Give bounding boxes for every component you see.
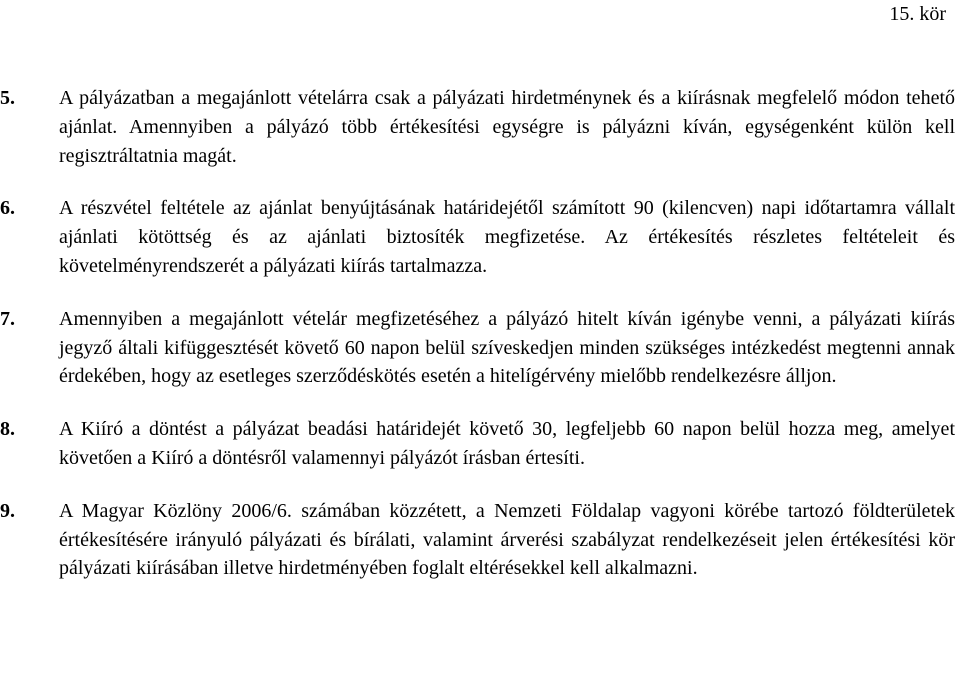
document-body: [0, 84, 955, 583]
item-number: 6.: [0, 197, 15, 220]
item-text: A Magyar Közlöny 2006/6. számában közzétett, a Nemzeti Földalap vagyoni körébe tartozó földterületek értékesítésére irányuló pályázati és bírálati, valamint árverési szabályzat rendelkezéseit jelen értékesítési kör pályázati kiírásában illetve hirdetményében foglalt eltérésekkel kell alkalmazni.: [59, 499, 955, 580]
item-number: 5.: [0, 87, 15, 109]
list-item-9: [0, 497, 955, 583]
item-text: Amennyiben a megajánlott vételár megfizetéséhez a pályázó hitelt kíván igénybe venni, a pályázati kiírás jegyző általi kifüggesztését követő 60 napon belül szíveskedjen minden szükséges intézkedést megtenni annak érdekében, hogy az esetleges szerződéskötés esetén a hitelígérvény mielőbb rendelkezésre álljon.: [59, 307, 955, 388]
page-header-label: 15. kör: [889, 3, 946, 25]
item-text: A Kiíró a döntést a pályázat beadási határidejét követő 30, legfeljebb 60 napon belül hozza meg, amelyet követően a Kiíró a döntésről valamennyi pályázót írásban értesíti.: [59, 418, 955, 469]
list-item-8: [0, 415, 955, 473]
item-text: A pályázatban a megajánlott vételárra csak a pályázati hirdetménynek és a kiírásnak megfelelő módon tehető ajánlat. Amennyiben a pályázó több értékesítési egységre is pályázni kíván, egységenként külön kell regisztráltatnia magát.: [59, 87, 955, 167]
item-text: A részvétel feltétele az ajánlat benyújtásának határidejétől számított 90 (kilencven) napi időtartamra vállalt ajánlati kötöttség és az ajánlati biztosíték megfizetése. Az értékesítés részletes feltételeit és követelményrendszerét a pályázati kiírás tartalmazza.: [59, 197, 955, 277]
list-item-7: [0, 305, 955, 391]
list-item-5: [0, 84, 955, 170]
item-number: 9.: [0, 499, 15, 522]
item-number: 7.: [0, 307, 15, 330]
item-number: 8.: [0, 418, 15, 441]
list-item-6: [0, 194, 955, 280]
